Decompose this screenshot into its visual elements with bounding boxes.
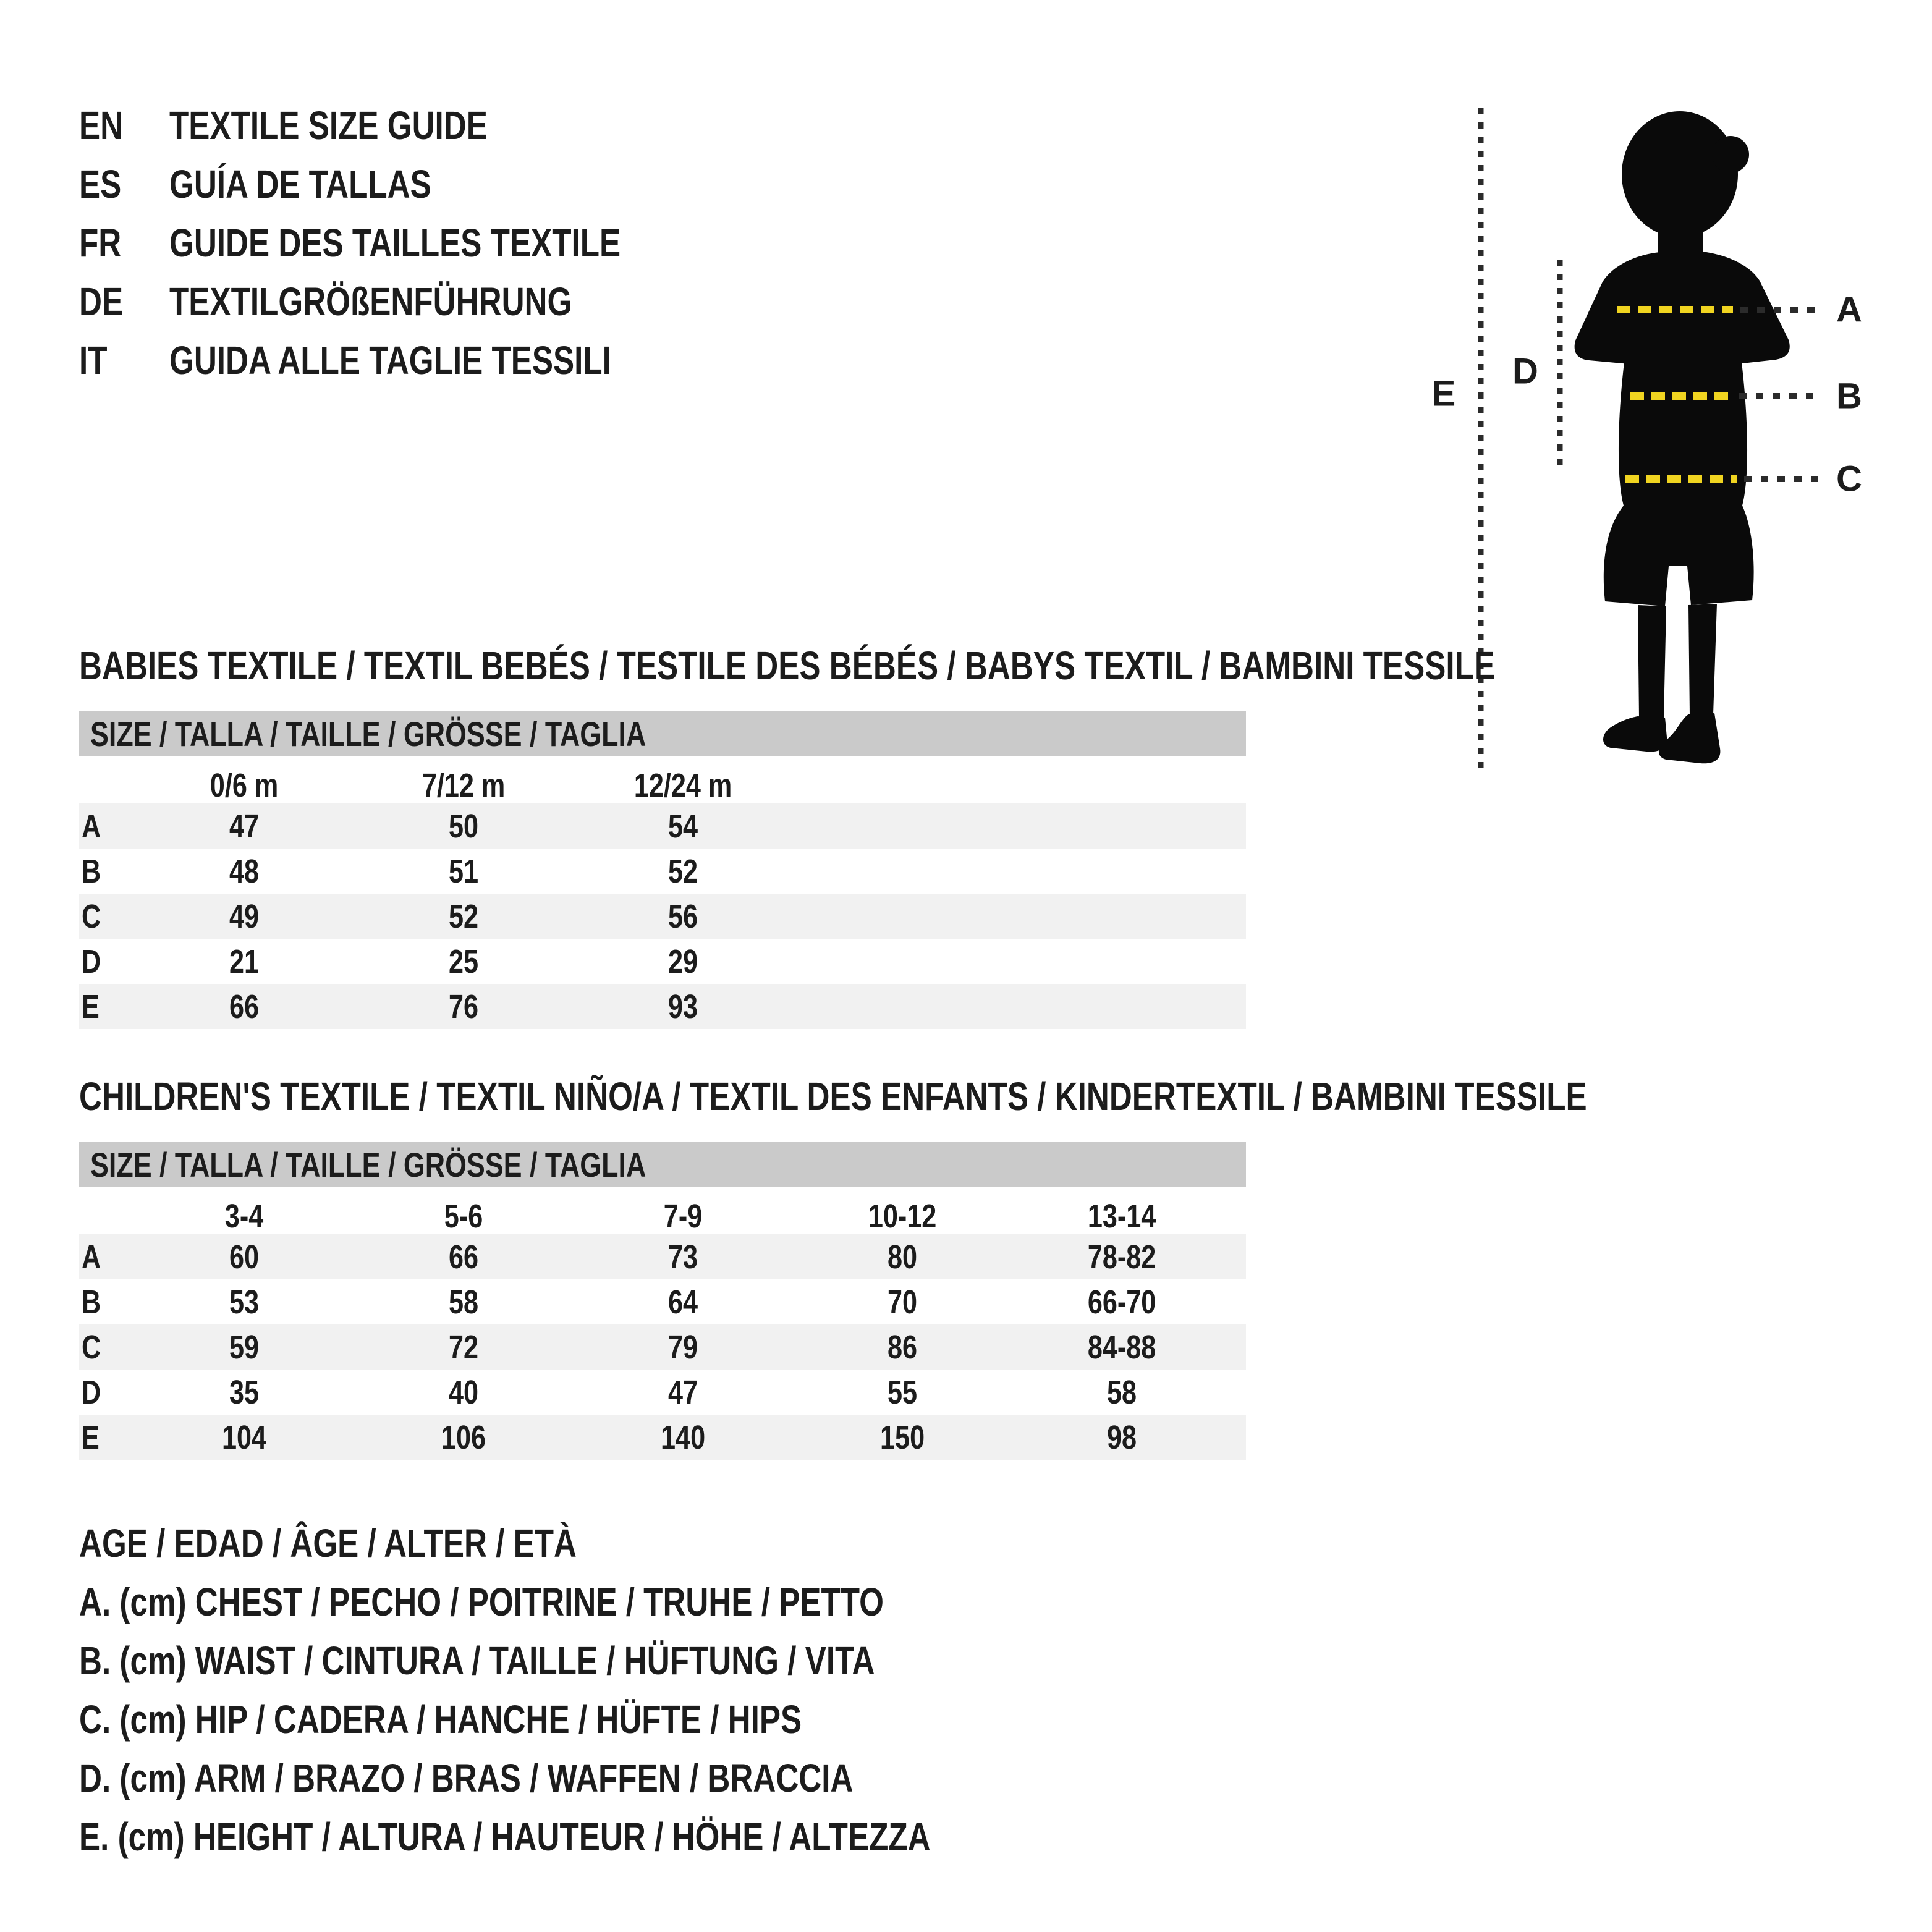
babies-size-bar bbox=[79, 711, 1246, 756]
table-row bbox=[79, 849, 1246, 894]
table-cell: 54 bbox=[668, 807, 698, 845]
child-silhouette-icon bbox=[1575, 111, 1790, 763]
measurement-diagram-svg bbox=[1409, 74, 1932, 822]
hip-label: C bbox=[1836, 459, 1862, 499]
measurement-diagram bbox=[1409, 74, 1932, 822]
children-heading: CHILDREN'S TEXTILE / TEXTIL NIÑO/A / TEXTIL DES ENFANTS / KINDERTEXTIL / BAMBINI TESSILE bbox=[79, 1074, 1587, 1119]
table-cell: 52 bbox=[449, 897, 479, 935]
guide-title: TEXTILE SIZE GUIDE bbox=[169, 103, 488, 148]
legend-chest: A. (cm) CHEST / PECHO / POITRINE / TRUHE / PETTO bbox=[79, 1580, 884, 1624]
table-cell: 150 bbox=[880, 1418, 925, 1456]
table-cell: 72 bbox=[449, 1328, 479, 1366]
language-code: DE bbox=[79, 279, 124, 324]
language-row bbox=[79, 331, 734, 389]
table-row bbox=[79, 1234, 1246, 1279]
table-row bbox=[79, 1415, 1246, 1460]
language-row bbox=[79, 96, 734, 155]
row-label: E bbox=[82, 988, 100, 1025]
table-row bbox=[79, 894, 1246, 939]
table-cell: 106 bbox=[441, 1418, 486, 1456]
waist-label: B bbox=[1836, 376, 1862, 417]
table-row bbox=[79, 1324, 1246, 1370]
table-cell: 58 bbox=[449, 1283, 479, 1321]
column-header: 13-14 bbox=[1088, 1198, 1156, 1235]
table-row bbox=[79, 1279, 1246, 1324]
row-label: A bbox=[82, 807, 101, 845]
row-label: A bbox=[82, 1238, 101, 1276]
children-size-bar-label: SIZE / TALLA / TAILLE / GRÖSSE / TAGLIA bbox=[90, 1145, 646, 1184]
table-cell: 50 bbox=[449, 807, 479, 845]
table-cell: 66 bbox=[229, 988, 260, 1025]
children-section bbox=[79, 1074, 1587, 1460]
language-row bbox=[79, 213, 734, 272]
language-code: IT bbox=[79, 337, 108, 383]
table-cell: 51 bbox=[449, 852, 479, 890]
measurement-legend bbox=[79, 1514, 1143, 1866]
table-cell: 64 bbox=[668, 1283, 698, 1321]
table-cell: 59 bbox=[229, 1328, 260, 1366]
language-row bbox=[79, 272, 734, 331]
table-cell: 47 bbox=[668, 1373, 698, 1411]
table-row bbox=[79, 803, 1246, 849]
table-row bbox=[79, 984, 1246, 1029]
table-cell: 52 bbox=[668, 852, 698, 890]
arm-label: D bbox=[1512, 351, 1538, 392]
column-header: 3-4 bbox=[225, 1198, 264, 1235]
children-column-headers bbox=[79, 1197, 1246, 1235]
row-label: C bbox=[82, 897, 101, 935]
table-cell: 104 bbox=[222, 1418, 267, 1456]
table-cell: 29 bbox=[668, 943, 698, 980]
table-cell: 40 bbox=[449, 1373, 479, 1411]
table-cell: 60 bbox=[229, 1238, 260, 1276]
table-cell: 84-88 bbox=[1088, 1328, 1156, 1366]
table-cell: 49 bbox=[229, 897, 260, 935]
table-cell: 25 bbox=[449, 943, 479, 980]
language-code: ES bbox=[79, 161, 122, 206]
legend-waist: B. (cm) WAIST / CINTURA / TAILLE / HÜFTUNG / VITA bbox=[79, 1638, 875, 1683]
column-header: 5-6 bbox=[444, 1198, 483, 1235]
legend-height: E. (cm) HEIGHT / ALTURA / HAUTEUR / HÖHE / ALTEZZA bbox=[79, 1815, 931, 1859]
table-cell: 47 bbox=[229, 807, 260, 845]
table-cell: 98 bbox=[1107, 1418, 1137, 1456]
table-cell: 56 bbox=[668, 897, 698, 935]
legend-arm: D. (cm) ARM / BRAZO / BRAS / WAFFEN / BRACCIA bbox=[79, 1756, 854, 1800]
table-cell: 35 bbox=[229, 1373, 260, 1411]
table-cell: 55 bbox=[888, 1373, 918, 1411]
table-cell: 21 bbox=[229, 943, 260, 980]
table-cell: 79 bbox=[668, 1328, 698, 1366]
table-row bbox=[79, 939, 1246, 984]
row-label: C bbox=[82, 1328, 101, 1366]
legend-age: AGE / EDAD / ÂGE / ALTER / ETÀ bbox=[79, 1521, 577, 1566]
language-title-block bbox=[79, 96, 734, 389]
babies-column-headers bbox=[79, 766, 1246, 804]
row-label: B bbox=[82, 852, 101, 890]
language-code: FR bbox=[79, 220, 122, 265]
babies-section bbox=[79, 643, 1496, 1029]
table-cell: 48 bbox=[229, 852, 260, 890]
guide-title: GUÍA DE TALLAS bbox=[169, 161, 431, 206]
language-code: EN bbox=[79, 103, 124, 148]
row-label: E bbox=[82, 1418, 100, 1456]
table-cell: 70 bbox=[888, 1283, 918, 1321]
column-header: 7-9 bbox=[664, 1198, 703, 1235]
table-cell: 58 bbox=[1107, 1373, 1137, 1411]
guide-title: GUIDA ALLE TAGLIE TESSILI bbox=[169, 337, 611, 383]
babies-heading: BABIES TEXTILE / TEXTIL BEBÉS / TESTILE DES BÉBÉS / BABYS TEXTIL / BAMBINI TESSILE bbox=[79, 643, 1496, 688]
table-cell: 86 bbox=[888, 1328, 918, 1366]
table-cell: 66-70 bbox=[1088, 1283, 1156, 1321]
guide-title: TEXTILGRÖßENFÜHRUNG bbox=[169, 279, 572, 324]
column-header: 0/6 m bbox=[210, 767, 279, 804]
row-label: B bbox=[82, 1283, 101, 1321]
row-label: D bbox=[82, 943, 101, 980]
column-header: 10-12 bbox=[868, 1198, 937, 1235]
children-size-bar bbox=[79, 1142, 1246, 1187]
babies-size-bar-label: SIZE / TALLA / TAILLE / GRÖSSE / TAGLIA bbox=[90, 714, 646, 753]
table-cell: 76 bbox=[449, 988, 479, 1025]
table-cell: 66 bbox=[449, 1238, 479, 1276]
table-cell: 80 bbox=[888, 1238, 918, 1276]
table-cell: 73 bbox=[668, 1238, 698, 1276]
table-cell: 93 bbox=[668, 988, 698, 1025]
table-cell: 140 bbox=[661, 1418, 706, 1456]
guide-title: GUIDE DES TAILLES TEXTILE bbox=[169, 220, 621, 265]
row-label: D bbox=[82, 1373, 101, 1411]
column-header: 12/24 m bbox=[634, 767, 732, 804]
language-row bbox=[79, 155, 734, 213]
table-row bbox=[79, 1370, 1246, 1415]
table-cell: 78-82 bbox=[1088, 1238, 1156, 1276]
chest-label: A bbox=[1836, 289, 1862, 330]
legend-hip: C. (cm) HIP / CADERA / HANCHE / HÜFTE / HIPS bbox=[79, 1697, 802, 1742]
column-header: 7/12 m bbox=[422, 767, 506, 804]
table-cell: 53 bbox=[229, 1283, 260, 1321]
height-label: E bbox=[1431, 373, 1456, 414]
